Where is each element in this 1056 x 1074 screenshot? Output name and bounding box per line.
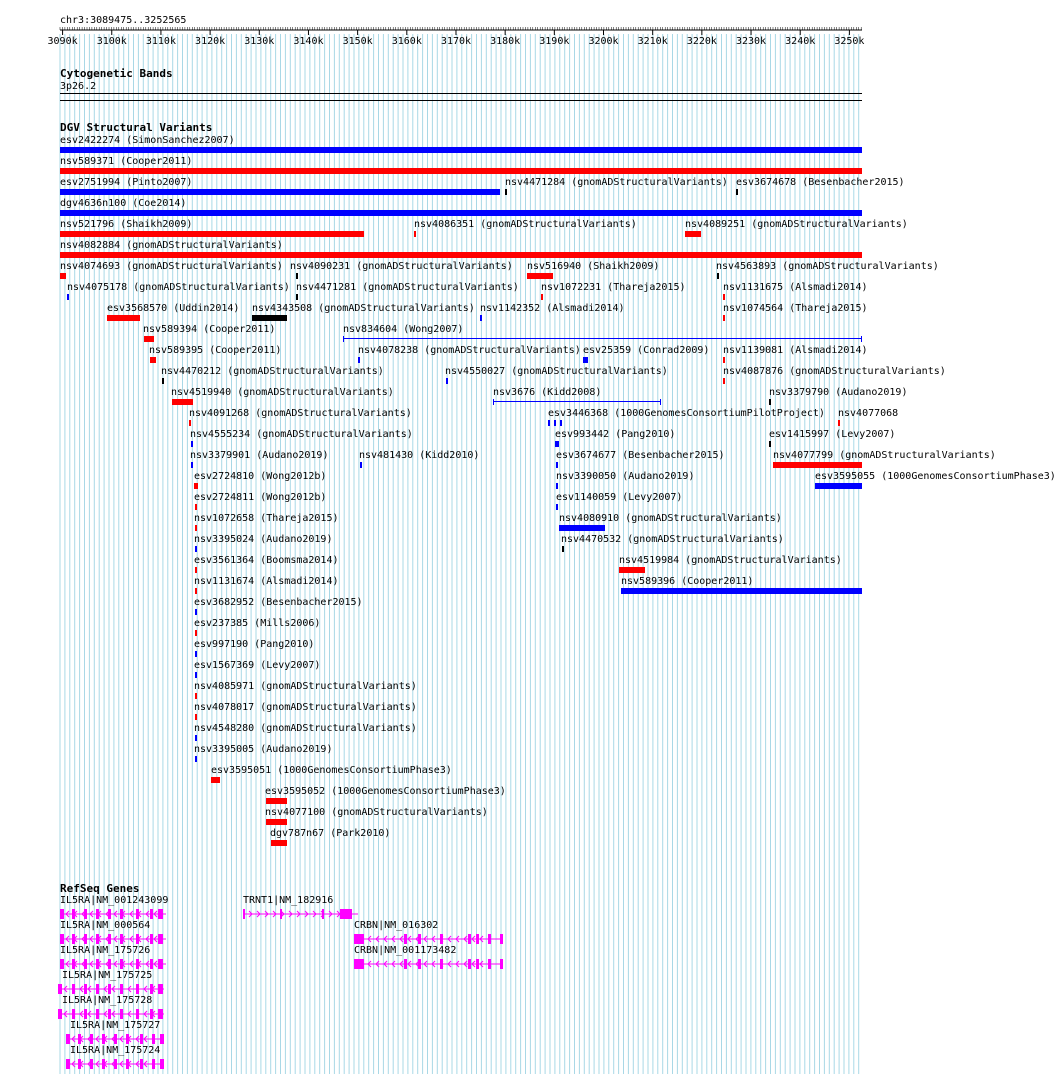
gene-exon (158, 909, 163, 919)
gene-exon (280, 909, 282, 919)
variant-feature[interactable] (619, 567, 645, 573)
variant-feature[interactable] (560, 420, 562, 426)
gene-exon (60, 959, 64, 969)
variant-feature[interactable] (195, 693, 197, 699)
variant-label[interactable]: nsv589395 (Cooper2011) (149, 345, 282, 356)
variant-label[interactable]: nsv589394 (Cooper2011) (143, 324, 276, 335)
gene-exon (72, 934, 75, 944)
gene-model[interactable] (352, 958, 506, 970)
variant-label[interactable]: nsv4075178 (gnomADStructuralVariants) (67, 282, 290, 293)
gene-exon (114, 1034, 117, 1044)
ruler-tick-label: 3100k (96, 36, 127, 47)
variant-label[interactable]: nsv4080910 (gnomADStructuralVariants) (559, 513, 782, 524)
ruler-tick-label: 3140k (293, 36, 324, 47)
variant-label[interactable]: nsv1072658 (Thareja2015) (194, 513, 339, 524)
variant-label[interactable]: nsv481430 (Kidd2010) (359, 450, 480, 461)
variant-feature[interactable] (358, 357, 360, 363)
variant-feature[interactable] (195, 525, 197, 531)
gene-exon (84, 1009, 87, 1019)
variant-label[interactable]: nsv3379901 (Audano2019) (190, 450, 329, 461)
gene-label[interactable]: TRNT1|NM_182916 (243, 895, 334, 906)
variant-label[interactable]: nsv4078238 (gnomADStructuralVariants) (358, 345, 581, 356)
gene-exon (108, 909, 111, 919)
gene-exon (96, 934, 99, 944)
variant-feature[interactable] (685, 231, 701, 237)
gene-exon (488, 934, 491, 944)
variant-feature[interactable] (343, 338, 862, 339)
variant-feature[interactable] (195, 630, 197, 636)
variant-label[interactable]: nsv1074564 (Thareja2015) (723, 303, 868, 314)
variant-label[interactable]: nsv4078017 (gnomADStructuralVariants) (194, 702, 417, 713)
gene-exon (354, 934, 364, 944)
variant-label[interactable]: nsv3379790 (Audano2019) (769, 387, 908, 398)
gene-exon (72, 959, 75, 969)
ruler-tick-label: 3120k (195, 36, 226, 47)
variant-label[interactable]: esv1567369 (Levy2007) (194, 660, 321, 671)
gene-exon (84, 909, 87, 919)
variant-feature[interactable] (191, 441, 193, 447)
variant-feature[interactable] (480, 315, 482, 321)
gene-exon (102, 1034, 105, 1044)
variant-feature[interactable] (191, 462, 193, 468)
gene-exon (500, 934, 503, 944)
gene-exon (468, 934, 471, 944)
variant-label[interactable]: nsv4085971 (gnomADStructuralVariants) (194, 681, 417, 692)
variant-feature[interactable] (723, 294, 725, 300)
variant-feature[interactable] (554, 420, 556, 426)
variant-label[interactable]: nsv4082884 (gnomADStructuralVariants) (60, 240, 283, 251)
gene-exon (120, 959, 123, 969)
variant-feature[interactable] (144, 336, 154, 342)
gene-exon (126, 1059, 129, 1069)
variant-label[interactable]: esv237385 (Mills2006) (194, 618, 321, 629)
gene-exon (58, 1009, 62, 1019)
variant-feature[interactable] (189, 420, 191, 426)
gene-exon (120, 1009, 123, 1019)
gene-exon (102, 1059, 105, 1069)
gene-exon (136, 934, 139, 944)
variant-label[interactable]: nsv516940 (Shaikh2009) (527, 261, 660, 272)
variant-label[interactable]: nsv1139081 (Alsmadi2014) (723, 345, 868, 356)
variant-feature[interactable] (769, 399, 771, 405)
variant-label[interactable]: esv3682952 (Besenbacher2015) (194, 597, 363, 608)
refseq-track-title[interactable]: RefSeq Genes (60, 882, 140, 895)
gene-exon (243, 909, 245, 919)
ruler-tick-label: 3220k (686, 36, 717, 47)
variant-feature[interactable] (195, 504, 197, 510)
variant-label[interactable]: nsv4343508 (gnomADStructuralVariants) (252, 303, 475, 314)
ruler-tick-label: 3230k (735, 36, 767, 47)
variant-feature[interactable] (773, 462, 862, 468)
ruler-tick-label: 3150k (342, 36, 373, 47)
variant-label[interactable]: nsv4555234 (gnomADStructuralVariants) (190, 429, 413, 440)
gene-exon (84, 959, 87, 969)
gene-exon (120, 934, 123, 944)
gene-exon (322, 909, 324, 919)
gene-exon (158, 934, 163, 944)
variant-feature[interactable] (414, 231, 416, 237)
variant-label[interactable]: nsv4089251 (gnomADStructuralVariants) (685, 219, 908, 230)
variant-label[interactable]: nsv1131674 (Alsmadi2014) (194, 576, 339, 587)
variant-label[interactable]: nsv1142352 (Alsmadi2014) (480, 303, 625, 314)
variant-feature[interactable] (266, 819, 287, 825)
variant-label[interactable]: nsv4471281 (gnomADStructuralVariants) (296, 282, 519, 293)
gene-model[interactable] (64, 1033, 168, 1045)
gene-exon (150, 934, 153, 944)
gene-exon (78, 1034, 81, 1044)
gene-exon (120, 909, 123, 919)
variant-label[interactable]: nsv4519984 (gnomADStructuralVariants) (619, 555, 842, 566)
gene-exon (108, 959, 111, 969)
variant-feature[interactable] (556, 483, 558, 489)
gene-exon (418, 959, 421, 969)
variant-feature[interactable] (717, 273, 719, 279)
gene-exon (158, 984, 163, 994)
variant-label[interactable]: nsv1131675 (Alsmadi2014) (723, 282, 868, 293)
variant-feature[interactable] (162, 378, 164, 384)
variant-label[interactable]: esv3595051 (1000GenomesConsortiumPhase3) (211, 765, 452, 776)
variant-feature[interactable] (446, 378, 448, 384)
cytoband-ideogram-line-top (60, 93, 862, 94)
gene-exon (440, 959, 443, 969)
variant-label[interactable]: nsv4470212 (gnomADStructuralVariants) (161, 366, 384, 377)
variant-label[interactable]: nsv521796 (Shaikh2009) (60, 219, 193, 230)
gene-exon (78, 1059, 81, 1069)
gene-exon (108, 1009, 111, 1019)
variant-label[interactable]: esv993442 (Pang2010) (555, 429, 676, 440)
gene-exon (136, 1009, 139, 1019)
gene-label[interactable]: IL5RA|NM_175727 (70, 1020, 161, 1031)
gene-exon (150, 1009, 153, 1019)
variant-feature[interactable] (194, 483, 198, 489)
gene-exon (404, 934, 407, 944)
gene-exon (404, 959, 407, 969)
variant-feature[interactable] (838, 420, 840, 426)
variant-feature[interactable] (360, 462, 362, 468)
variant-feature[interactable] (562, 546, 564, 552)
gene-exon (152, 1034, 155, 1044)
gene-exon (468, 959, 471, 969)
gene-exon (108, 984, 111, 994)
variant-label[interactable]: esv2724810 (Wong2012b) (194, 471, 327, 482)
gene-exon (476, 959, 479, 969)
variant-label[interactable]: nsv4091268 (gnomADStructuralVariants) (189, 408, 412, 419)
gene-exon (120, 984, 123, 994)
variant-feature[interactable] (296, 273, 298, 279)
gene-exon (476, 934, 479, 944)
variant-feature[interactable] (556, 462, 558, 468)
variant-feature[interactable] (60, 252, 862, 258)
gene-exon (158, 959, 163, 969)
gene-model[interactable] (64, 1058, 168, 1070)
variant-label[interactable]: esv2422274 (SimonSanchez2007) (60, 135, 235, 146)
variant-feature[interactable] (67, 294, 69, 300)
gene-model[interactable] (241, 908, 362, 920)
gene-exon (60, 909, 64, 919)
variant-feature[interactable] (723, 357, 725, 363)
ruler-tick-label: 3170k (440, 36, 472, 47)
variant-feature[interactable] (195, 735, 197, 741)
variant-label[interactable]: esv2724811 (Wong2012b) (194, 492, 327, 503)
variant-label[interactable]: esv3561364 (Boomsma2014) (194, 555, 339, 566)
variant-label[interactable]: esv3595055 (1000GenomesConsortiumPhase3) (815, 471, 1056, 482)
variant-label[interactable]: nsv1072231 (Thareja2015) (541, 282, 686, 293)
variant-feature[interactable] (107, 315, 140, 321)
ruler-tick-label: 3160k (391, 36, 422, 47)
variant-feature[interactable] (150, 357, 156, 363)
variant-label[interactable]: esv2751994 (Pinto2007) (60, 177, 193, 188)
variant-feature-end (343, 336, 344, 342)
variant-label[interactable]: dgv4636n100 (Coe2014) (60, 198, 187, 209)
variant-feature[interactable] (195, 609, 197, 615)
variant-feature[interactable] (555, 441, 559, 447)
gene-exon (160, 1059, 164, 1069)
variant-feature[interactable] (736, 189, 738, 195)
gene-exon (66, 1059, 70, 1069)
variant-feature[interactable] (271, 840, 287, 846)
gene-exon (96, 1009, 99, 1019)
ruler-tick-label: 3110k (145, 36, 176, 47)
variant-label[interactable]: nsv3395005 (Audano2019) (194, 744, 333, 755)
variant-feature[interactable] (195, 588, 197, 594)
variant-feature[interactable] (60, 147, 862, 153)
gene-exon (158, 1009, 163, 1019)
gene-exon (440, 934, 443, 944)
variant-feature[interactable] (527, 273, 553, 279)
variant-label[interactable]: dgv787n67 (Park2010) (270, 828, 391, 839)
variant-label[interactable]: nsv4074693 (gnomADStructuralVariants) (60, 261, 283, 272)
variant-label[interactable]: esv25359 (Conrad2009) (583, 345, 710, 356)
gene-exon (150, 959, 153, 969)
ruler-tick-label: 3240k (785, 36, 816, 47)
variant-label[interactable]: nsv4086351 (gnomADStructuralVariants) (414, 219, 637, 230)
gene-exon (84, 934, 87, 944)
gene-label[interactable]: CRBN|NM_016302 (354, 920, 439, 931)
variant-label[interactable]: nsv4470532 (gnomADStructuralVariants) (561, 534, 784, 545)
cytoband-track-title[interactable]: Cytogenetic Bands (60, 67, 173, 80)
variant-feature[interactable] (60, 189, 500, 195)
variant-feature[interactable] (815, 483, 862, 489)
gene-label[interactable]: IL5RA|NM_175724 (70, 1045, 161, 1056)
variant-label[interactable]: esv997190 (Pang2010) (194, 639, 315, 650)
variant-label[interactable]: esv3446368 (1000GenomesConsortiumPilotProject) (548, 408, 825, 419)
gene-label[interactable]: IL5RA|NM_000564 (60, 920, 151, 931)
gene-exon (136, 984, 139, 994)
variant-label[interactable]: nsv4077100 (gnomADStructuralVariants) (265, 807, 488, 818)
variant-label[interactable]: nsv4519940 (gnomADStructuralVariants) (171, 387, 394, 398)
gene-exon (72, 909, 75, 919)
gene-exon (114, 1059, 117, 1069)
variant-label[interactable]: nsv3676 (Kidd2008) (493, 387, 602, 398)
gene-exon (60, 934, 64, 944)
variant-label[interactable]: esv1415997 (Levy2007) (769, 429, 896, 440)
variant-label[interactable]: esv3595052 (1000GenomesConsortiumPhase3) (265, 786, 506, 797)
variant-label[interactable]: esv3674678 (Besenbacher2015) (736, 177, 905, 188)
variant-label[interactable]: nsv4077799 (gnomADStructuralVariants) (773, 450, 996, 461)
gene-exon (126, 1034, 129, 1044)
gene-model[interactable] (58, 958, 170, 970)
variant-feature[interactable] (195, 672, 197, 678)
variant-feature[interactable] (723, 378, 725, 384)
variant-label[interactable]: nsv589371 (Cooper2011) (60, 156, 193, 167)
variant-feature[interactable] (172, 399, 193, 405)
variant-label[interactable]: nsv3395024 (Audano2019) (194, 534, 333, 545)
variant-feature[interactable] (541, 294, 543, 300)
variant-feature[interactable] (559, 525, 605, 531)
gene-exon (96, 984, 99, 994)
variant-label[interactable]: nsv4548280 (gnomADStructuralVariants) (194, 723, 417, 734)
gene-label[interactable]: IL5RA|NM_175725 (62, 970, 153, 981)
ruler-tick-label: 3200k (588, 36, 619, 47)
variant-feature[interactable] (60, 273, 66, 279)
variant-feature[interactable] (195, 756, 197, 762)
variant-feature[interactable] (493, 401, 661, 402)
gene-model[interactable] (56, 983, 168, 995)
gene-exon (72, 984, 75, 994)
gene-exon (152, 1059, 155, 1069)
variant-feature[interactable] (252, 315, 287, 321)
variant-feature[interactable] (583, 357, 588, 363)
gene-exon (140, 1059, 143, 1069)
gene-exon (90, 1034, 93, 1044)
variant-feature[interactable] (60, 231, 364, 237)
variant-feature[interactable] (195, 714, 197, 720)
gene-label[interactable]: IL5RA|NM_001243099 (60, 895, 169, 906)
gene-exon (58, 984, 62, 994)
variant-feature[interactable] (195, 651, 197, 657)
variant-feature[interactable] (266, 798, 287, 804)
ruler-tick-label: 3090k (47, 36, 78, 47)
gene-exon (90, 1059, 93, 1069)
variant-label[interactable]: nsv4471284 (gnomADStructuralVariants) (505, 177, 728, 188)
gene-model[interactable] (56, 1008, 168, 1020)
gene-exon (136, 959, 139, 969)
cytoband-ideogram-line-bottom (60, 100, 862, 101)
variant-feature-end (861, 336, 862, 342)
variant-feature-end (660, 399, 661, 405)
gene-exon (150, 909, 153, 919)
gene-exon (96, 959, 99, 969)
ruler-tick-label: 3180k (490, 36, 521, 47)
gene-model[interactable] (58, 933, 170, 945)
variant-feature[interactable] (548, 420, 550, 426)
variant-feature[interactable] (211, 777, 220, 783)
gene-model[interactable] (58, 908, 170, 920)
variant-feature[interactable] (60, 168, 862, 174)
variant-label[interactable]: nsv589396 (Cooper2011) (621, 576, 754, 587)
variant-feature-end (493, 399, 494, 405)
gene-exon (108, 934, 111, 944)
variant-feature[interactable] (195, 567, 197, 573)
variant-label[interactable]: nsv4563893 (gnomADStructuralVariants) (716, 261, 939, 272)
gene-exon (96, 909, 99, 919)
gene-exon (136, 909, 139, 919)
gene-exon (72, 1009, 75, 1019)
gene-label[interactable]: IL5RA|NM_175728 (62, 995, 153, 1006)
variant-feature[interactable] (621, 588, 862, 594)
variant-label[interactable]: nsv4077068 (838, 408, 899, 419)
position-label: chr3:3089475..3252565 (60, 15, 187, 26)
variant-label[interactable]: esv3568570 (Uddin2014) (107, 303, 240, 314)
gene-model[interactable] (352, 933, 506, 945)
gene-exon (66, 1034, 70, 1044)
variant-feature[interactable] (195, 546, 197, 552)
ruler-tick-label: 3210k (637, 36, 668, 47)
variant-label[interactable]: nsv4090231 (gnomADStructuralVariants) (290, 261, 513, 272)
variant-feature[interactable] (60, 210, 862, 216)
variant-label[interactable]: nsv834604 (Wong2007) (343, 324, 464, 335)
cytoband-label: 3p26.2 (60, 81, 97, 92)
variant-feature[interactable] (769, 441, 771, 447)
variant-label[interactable]: esv1140059 (Levy2007) (556, 492, 683, 503)
variant-feature[interactable] (723, 315, 725, 321)
variant-feature[interactable] (556, 504, 558, 510)
gene-exon (160, 1034, 164, 1044)
variant-label[interactable]: nsv4087876 (gnomADStructuralVariants) (723, 366, 946, 377)
variant-label[interactable]: nsv3390050 (Audano2019) (556, 471, 695, 482)
variant-feature[interactable] (296, 294, 298, 300)
gene-exon (418, 934, 421, 944)
variant-label[interactable]: esv3674677 (Besenbacher2015) (556, 450, 725, 461)
gene-exon (488, 959, 491, 969)
gene-exon (84, 984, 87, 994)
gene-exon (500, 959, 503, 969)
variant-label[interactable]: nsv4550027 (gnomADStructuralVariants) (445, 366, 668, 377)
gene-exon (340, 909, 352, 919)
ruler-tick-label: 3130k (244, 36, 275, 47)
gene-exon (150, 984, 153, 994)
gene-exon (354, 959, 364, 969)
variant-feature[interactable] (505, 189, 507, 195)
ruler-tick-label: 3190k (539, 36, 570, 47)
ruler-tick-label: 3250k (834, 36, 865, 47)
gene-exon (140, 1034, 143, 1044)
gene-label[interactable]: IL5RA|NM_175726 (60, 945, 151, 956)
dgv-track-title[interactable]: DGV Structural Variants (60, 121, 213, 134)
gene-label[interactable]: CRBN|NM_001173482 (354, 945, 457, 956)
